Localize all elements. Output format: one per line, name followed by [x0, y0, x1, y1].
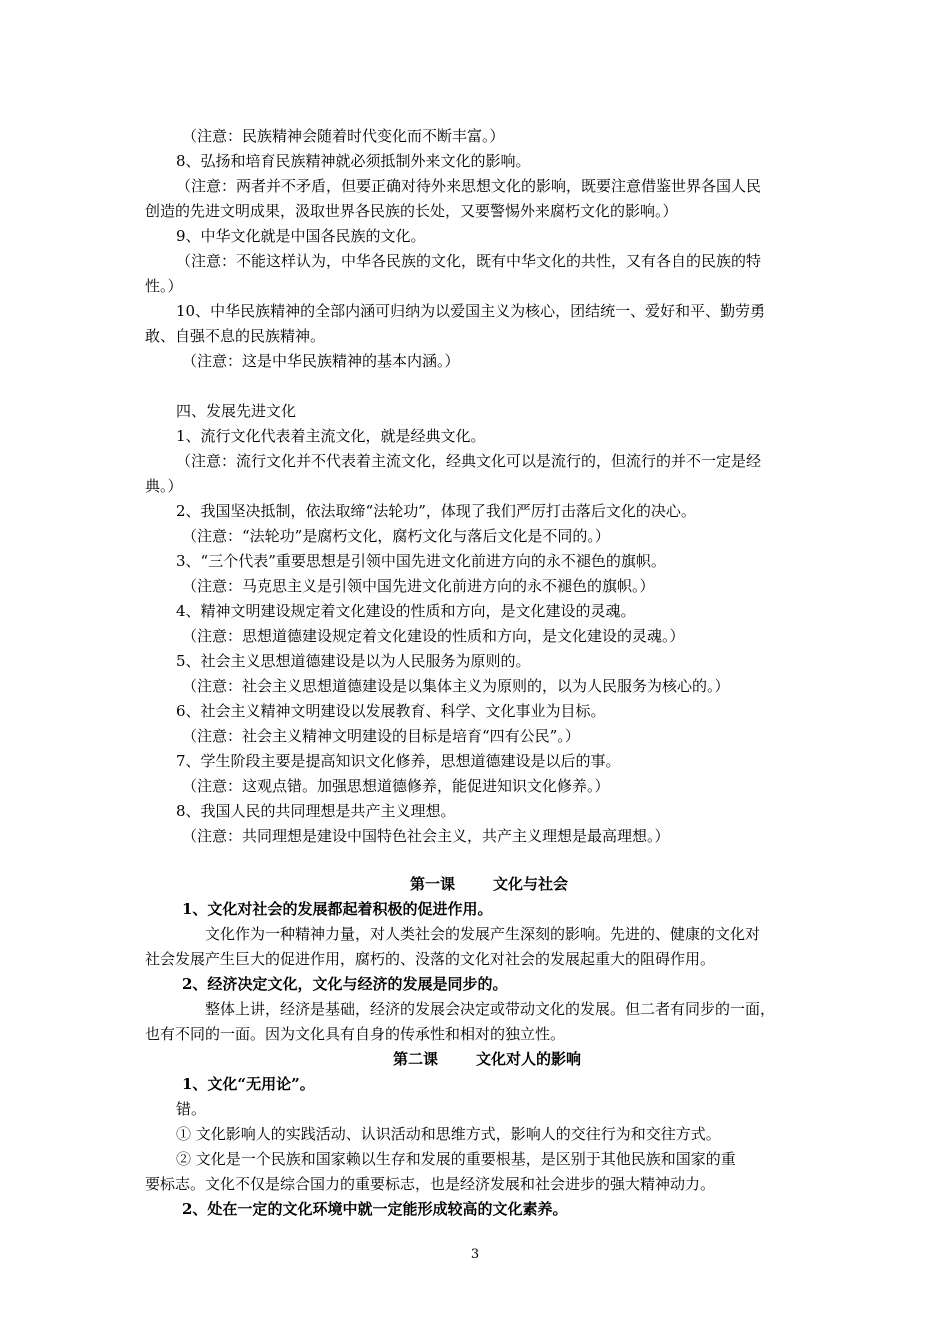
- lesson-name: 文化对人的影响: [476, 1050, 582, 1068]
- answer-line: ② 文化是一个民族和国家赖以生存和发展的重要根基，是区别于其他民族和国家的重: [176, 1150, 736, 1168]
- item-line: 5、社会主义思想道德建设是以为人民服务为原则的。: [176, 652, 531, 670]
- item-line: 9、中华文化就是中国各民族的文化。: [176, 227, 426, 245]
- item-line: 6、社会主义精神文明建设以发展教育、科学、文化事业为目标。: [176, 702, 606, 720]
- item-line: 10、中华民族精神的全部内涵可归纳为以爱国主义为核心，团结统一、爱好和平、勤劳勇: [176, 302, 766, 320]
- question-line: 2、处在一定的文化环境中就一定能形成较高的文化素养。: [182, 1200, 568, 1218]
- note-line: （注意：流行文化并不代表着主流文化，经典文化可以是流行的，但流行的并不一定是经: [176, 452, 762, 470]
- lesson-number: 第二课: [393, 1050, 439, 1068]
- lesson-name: 文化与社会: [493, 875, 569, 893]
- answer-line: 社会发展产生巨大的促进作用，腐朽的、没落的文化对社会的发展起重大的阻碍作用。: [145, 950, 716, 968]
- item-line: 8、我国人民的共同理想是共产主义理想。: [176, 802, 456, 820]
- answer-line: 整体上讲，经济是基础，经济的发展会决定或带动文化的发展。但二者有同步的一面，: [205, 1000, 776, 1018]
- note-line: （注意：两者并不矛盾，但要正确对待外来思想文化的影响，既要注意借鉴世界各国人民: [176, 177, 762, 195]
- note-line: 创造的先进文明成果，汲取世界各民族的长处，又要警惕外来腐朽文化的影响。）: [145, 202, 678, 220]
- answer-line: ① 文化影响人的实践活动、认识活动和思维方式，影响人的交往行为和交往方式。: [176, 1125, 721, 1143]
- question-line: 1、文化对社会的发展都起着积极的促进作用。: [182, 900, 493, 918]
- note-line: （注意：不能这样认为，中华各民族的文化，既有中华文化的共性，又有各自的民族的特: [176, 252, 762, 270]
- answer-line: 文化作为一种精神力量，对人类社会的发展产生深刻的影响。先进的、健康的文化对: [205, 925, 761, 943]
- item-line: 1、流行文化代表着主流文化，就是经典文化。: [176, 427, 486, 445]
- item-line: 敢、自强不息的民族精神。: [145, 327, 326, 345]
- note-line: （注意：这是中华民族精神的基本内涵。）: [182, 352, 460, 370]
- item-line: 4、精神文明建设规定着文化建设的性质和方向，是文化建设的灵魂。: [176, 602, 636, 620]
- note-line: 典。）: [145, 477, 183, 495]
- item-line: 7、学生阶段主要是提高知识文化修养，思想道德建设是以后的事。: [176, 752, 621, 770]
- lesson-number: 第一课: [410, 875, 456, 893]
- question-line: 1、文化“无用论”。: [182, 1075, 315, 1093]
- note-line: （注意：共同理想是建设中国特色社会主义，共产主义理想是最高理想。）: [182, 827, 670, 845]
- answer-line: 错。: [176, 1100, 207, 1118]
- note-line: （注意：思想道德建设规定着文化建设的性质和方向，是文化建设的灵魂。）: [182, 627, 685, 645]
- lesson-2-title: [393, 1048, 581, 1070]
- note-line: 性。）: [145, 277, 183, 295]
- note-line: （注意：马克思主义是引领中国先进文化前进方向的永不褪色的旗帜。）: [182, 577, 655, 595]
- question-line: 2、经济决定文化，文化与经济的发展是同步的。: [182, 975, 508, 993]
- item-line: 3、“三个代表”重要思想是引领中国先进文化前进方向的永不褪色的旗帜。: [176, 552, 666, 570]
- note-line: （注意：这观点错。加强思想道德修养，能促进知识文化修养。）: [182, 777, 610, 795]
- section-heading: 四、发展先进文化: [176, 402, 297, 420]
- item-line: 2、我国坚决抵制，依法取缔“法轮功”，体现了我们严厉打击落后文化的决心。: [176, 502, 696, 520]
- item-line: 8、弘扬和培育民族精神就必须抵制外来文化的影响。: [176, 152, 531, 170]
- note-line: （注意：社会主义精神文明建设的目标是培育“四有公民”。）: [182, 727, 580, 745]
- page-number: 3: [470, 1247, 480, 1262]
- answer-line: 要标志。文化不仅是综合国力的重要标志，也是经济发展和社会进步的强大精神动力。: [145, 1175, 716, 1193]
- answer-line: 也有不同的一面。因为文化具有自身的传承性和相对的独立性。: [145, 1025, 566, 1043]
- lesson-1-title: [410, 873, 568, 895]
- note-line: （注意：社会主义思想道德建设是以集体主义为原则的，以为人民服务为核心的。）: [182, 677, 730, 695]
- note-line: （注意：“法轮功”是腐朽文化，腐朽文化与落后文化是不同的。）: [182, 527, 610, 545]
- note-line: （注意：民族精神会随着时代变化而不断丰富。）: [182, 127, 505, 145]
